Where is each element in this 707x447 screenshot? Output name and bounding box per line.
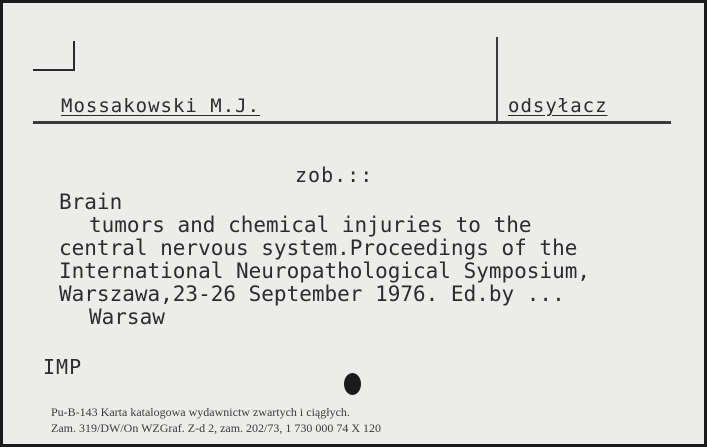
footer-line: Pu-B-143 Karta katalogowa wydawnictw zwartych i ciągłych. <box>51 405 350 419</box>
card-footer <box>51 404 381 436</box>
entry-title-line: tumors and chemical injuries to the <box>89 213 532 237</box>
reference-type-label: odsyłacz <box>508 95 608 117</box>
catalog-card <box>3 3 704 444</box>
entry-subject: Brain <box>59 190 123 214</box>
footer-line: Zam. 319/DW/On WZGraf. Z-d 2, zam. 202/73, 1 730 000 74 X 120 <box>51 421 382 435</box>
header-divider <box>496 37 498 123</box>
entry-publisher-place: Warsaw <box>89 305 165 329</box>
punch-hole <box>344 373 361 395</box>
entry-title-line: International Neuropathological Symposium, <box>59 259 591 283</box>
author-heading: Mossakowski M.J. <box>61 95 261 117</box>
header-rule <box>33 121 671 124</box>
see-reference-label: zob.:: <box>295 163 374 187</box>
location-code: IMP <box>43 355 83 379</box>
entry-title-line: central nervous system.Proceedings of the <box>59 236 578 260</box>
entry-title-line: Warszawa,23-26 September 1976. Ed.by ... <box>59 282 565 306</box>
corner-mark <box>33 41 75 71</box>
catalog-entry <box>59 191 699 329</box>
